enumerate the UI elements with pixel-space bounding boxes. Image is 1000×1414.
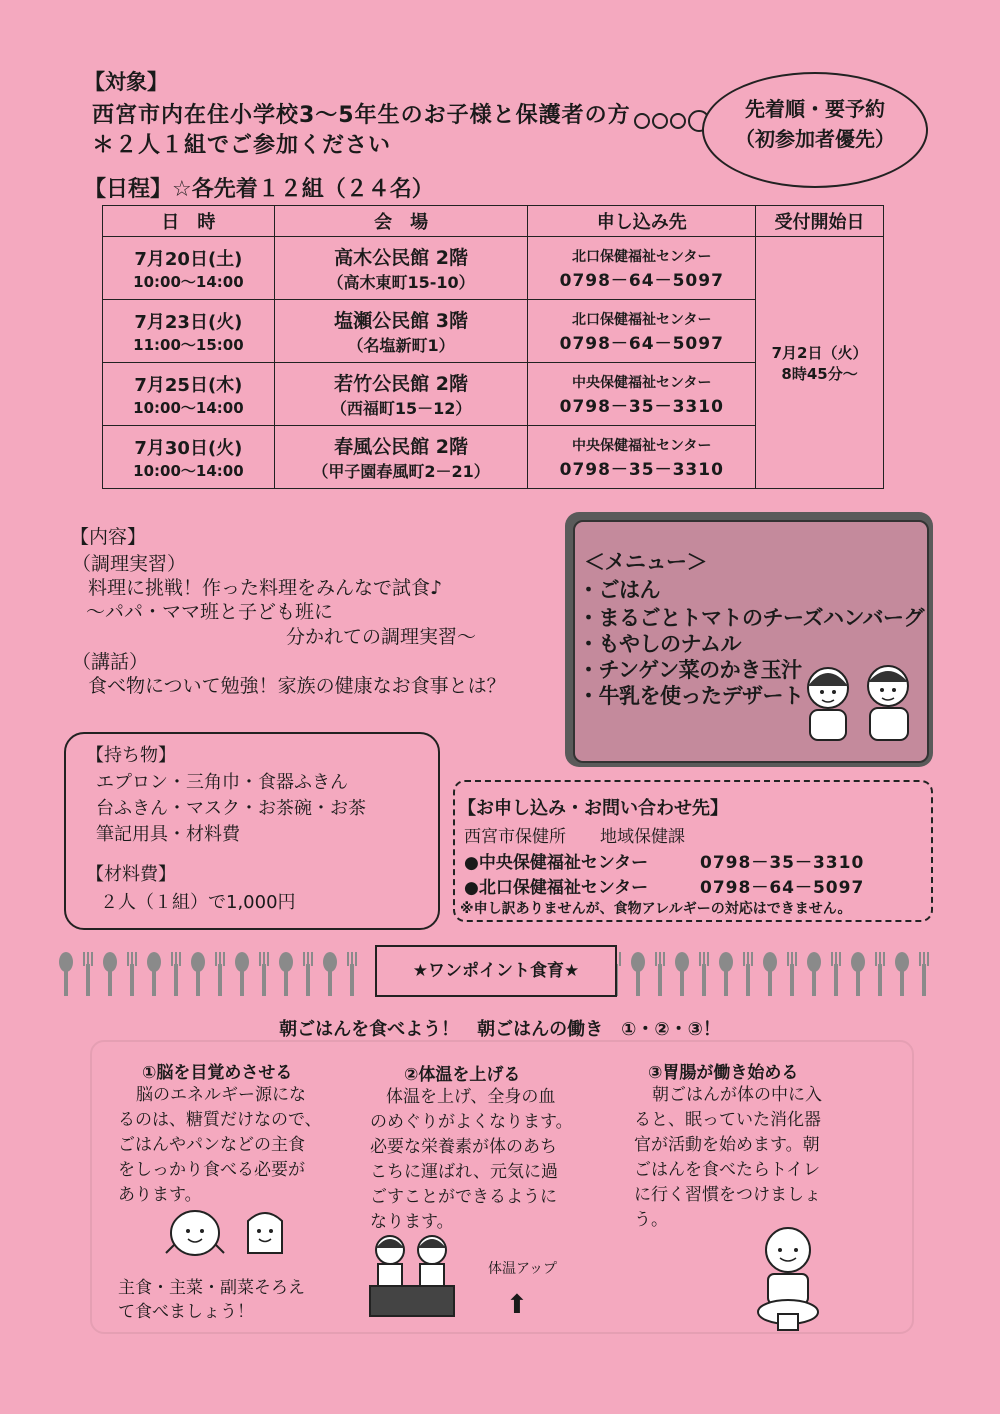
col3-line: う。 <box>634 1210 668 1230</box>
date-cell <box>103 237 275 300</box>
phone: 0798－35－3310 <box>559 396 724 417</box>
breakfast-title: 朝ごはんを食べよう！ 朝ごはんの働き ①・②・③！ <box>279 1019 721 1040</box>
spoon-icon <box>719 952 733 996</box>
center: 中央保健福祉センター <box>572 374 712 391</box>
fork-icon <box>876 952 884 996</box>
address: （西福町15－12） <box>330 399 472 418</box>
time: 11:00～15:00 <box>133 335 244 354</box>
target-line-2: ＊２人１組でご参加ください <box>92 133 392 158</box>
fork-icon <box>260 952 268 996</box>
col2-title: ②体温を上げる <box>404 1065 521 1085</box>
menu-title: ＜メニュー＞ <box>584 550 707 574</box>
belongings-line: 台ふきん・マスク・お茶碗・お茶 <box>96 798 366 819</box>
spoon-icon <box>895 952 909 996</box>
col1-footer: て食べましょう！ <box>118 1302 254 1322</box>
col3-line: 朝ごはんが体の中に入 <box>652 1085 822 1105</box>
apply-cell <box>528 300 756 363</box>
table-row <box>103 237 884 300</box>
address: （甲子園春風町2－21） <box>312 462 490 481</box>
talk-label: （講話） <box>72 651 149 673</box>
fee-value: ２人（１組）で1,000円 <box>100 892 296 913</box>
date: 7月30日(火) <box>134 437 243 459</box>
spoon-icon <box>675 952 689 996</box>
body-temp-caption: 体温アップ <box>488 1261 558 1277</box>
date-cell <box>103 300 275 363</box>
col2-line: なります。 <box>370 1212 454 1232</box>
spoon-icon <box>147 952 161 996</box>
belongings-line: エプロン・三角巾・食器ふきん <box>96 772 348 793</box>
contact-org: 西宮市保健所 地域保健課 <box>464 827 685 847</box>
venue-cell <box>274 426 528 489</box>
start-date: 7月2日（火） <box>771 343 868 362</box>
contents-heading: 【内容】 <box>70 526 147 548</box>
schedule-table <box>102 205 884 489</box>
menu-item: ・チンゲン菜のかき玉汁 <box>578 658 802 682</box>
spoon-icon <box>279 952 293 996</box>
contact-name: ●北口保健福祉センター <box>464 878 649 898</box>
contact-phone: 0798－64－5097 <box>700 878 865 898</box>
cooking-label: （調理実習） <box>72 553 187 575</box>
fork-icon <box>700 952 708 996</box>
spoon-icon <box>235 952 249 996</box>
col2-line: こちに運ばれ、元気に過 <box>370 1162 559 1182</box>
center: 北口保健福祉センター <box>572 311 712 328</box>
fork-icon <box>788 952 796 996</box>
phone: 0798－64－5097 <box>559 270 724 291</box>
center: 中央保健福祉センター <box>572 437 712 454</box>
spoon-icon <box>851 952 865 996</box>
reservation-bubble <box>702 72 928 188</box>
target-line-1: 西宮市内在住小学校3～5年生のお子様と保護者の方 <box>92 103 631 128</box>
fork-icon <box>656 952 664 996</box>
onepoint-label: ★ワンポイント食育★ <box>375 945 617 997</box>
venue: 高木公民館 2階 <box>334 247 469 269</box>
bubble-dots <box>634 110 712 132</box>
col1-footer: 主食・主菜・副菜そろえ <box>118 1278 305 1298</box>
col3-line: ると、眠っていた消化器 <box>634 1110 821 1130</box>
fork-icon <box>920 952 928 996</box>
apply-cell <box>528 237 756 300</box>
fork-icon <box>216 952 224 996</box>
date-cell <box>103 363 275 426</box>
start-cell <box>756 237 884 489</box>
apply-cell <box>528 426 756 489</box>
date: 7月20日(土) <box>134 248 243 270</box>
belongings-line: 筆記用具・材料費 <box>96 824 240 845</box>
bubble-line-1: 先着順・要予約 <box>745 97 885 121</box>
col3-title: ③胃腸が働き始める <box>648 1063 799 1083</box>
fee-heading: 【材料費】 <box>86 864 176 885</box>
address: （高木東町15-10） <box>327 273 475 292</box>
col2-line: 必要な栄養素が体のあち <box>370 1137 557 1157</box>
col1-line: ごはんやパンなどの主食 <box>118 1135 305 1155</box>
col2-line: 体温を上げ、全身の血 <box>386 1087 556 1107</box>
header-apply: 申し込み先 <box>528 206 756 237</box>
menu-item: ・まるごとトマトのチーズハンバーグ <box>578 606 924 630</box>
talk-line: 食べ物について勉強！家族の健康なお食事とは？ <box>88 675 506 697</box>
contact-name: ●中央保健福祉センター <box>464 853 649 873</box>
venue-cell <box>274 237 528 300</box>
venue-cell <box>274 300 528 363</box>
fork-icon <box>128 952 136 996</box>
spoon-icon <box>103 952 117 996</box>
phone: 0798－64－5097 <box>559 333 724 354</box>
children-eating-illustration <box>800 660 920 750</box>
schedule-header-row <box>103 206 884 237</box>
venue: 塩瀬公民館 3階 <box>334 310 469 332</box>
start-time: 8時45分～ <box>781 364 858 383</box>
col1-line: をしっかり食べる必要が <box>118 1160 305 1180</box>
venue-cell <box>274 363 528 426</box>
spoon-icon <box>807 952 821 996</box>
cooking-line-3: 分かれての調理実習～ <box>286 626 477 648</box>
col3-line: 官が活動を始めます。朝 <box>634 1135 820 1155</box>
header-start: 受付開始日 <box>756 206 884 237</box>
children-at-table-illustration <box>368 1230 458 1320</box>
menu-item: ・もやしのナムル <box>578 632 741 656</box>
venue: 春風公民館 2階 <box>334 436 469 458</box>
allergy-note: ※申し訳ありませんが、食物アレルギーの対応はできません。 <box>460 901 852 917</box>
col3-line: ごはんを食べたらトイレ <box>634 1160 821 1180</box>
col1-line: あります。 <box>118 1185 202 1205</box>
contact-heading: 【お申し込み・お問い合わせ先】 <box>458 798 728 819</box>
belongings-heading: 【持ち物】 <box>86 745 176 766</box>
cooking-line-2: ～パパ・ママ班と子ども班に <box>86 601 334 623</box>
header-venue: 会 場 <box>274 206 528 237</box>
spoon-icon <box>763 952 777 996</box>
fork-icon <box>832 952 840 996</box>
fork-icon <box>172 952 180 996</box>
spoon-icon <box>191 952 205 996</box>
time: 10:00～14:00 <box>133 272 244 291</box>
venue: 若竹公民館 2階 <box>334 373 469 395</box>
bubble-line-2: （初参加者優先） <box>735 127 895 151</box>
date: 7月23日(火) <box>134 311 243 333</box>
col3-line: に行く習慣をつけましょ <box>634 1185 821 1205</box>
time: 10:00～14:00 <box>133 398 244 417</box>
col1-title: ①脳を目覚めさせる <box>142 1063 293 1083</box>
time: 10:00～14:00 <box>133 461 244 480</box>
header-datetime: 日 時 <box>103 206 275 237</box>
fork-icon <box>348 952 356 996</box>
spoon-icon <box>631 952 645 996</box>
phone: 0798－35－3310 <box>559 459 724 480</box>
col2-line: のめぐりがよくなります。 <box>370 1112 573 1132</box>
apply-cell <box>528 363 756 426</box>
menu-item: ・ごはん <box>578 578 660 602</box>
col1-line: るのは、糖質だけなので、 <box>118 1110 322 1130</box>
col1-line: 脳のエネルギー源にな <box>136 1085 306 1105</box>
center: 北口保健福祉センター <box>572 248 712 265</box>
fork-icon <box>84 952 92 996</box>
fork-icon <box>744 952 752 996</box>
child-on-toilet-illustration <box>750 1222 830 1332</box>
date: 7月25日(木) <box>134 374 243 396</box>
date-cell <box>103 426 275 489</box>
contact-phone: 0798－35－3310 <box>700 853 865 873</box>
spoon-icon <box>59 952 73 996</box>
target-heading: 【対象】 <box>84 70 168 94</box>
col2-line: ごすことができるように <box>370 1187 557 1207</box>
arrow-up-icon: ⬆ <box>506 1290 528 1320</box>
address: （名塩新町1） <box>347 336 455 355</box>
rice-and-bread-characters <box>160 1205 300 1265</box>
schedule-heading: 【日程】☆各先着１２組（２４名） <box>84 177 434 202</box>
spoon-icon <box>323 952 337 996</box>
fork-icon <box>304 952 312 996</box>
menu-item: ・牛乳を使ったデザート <box>578 684 804 708</box>
cooking-line-1: 料理に挑戦！作った料理をみんなで試食♪ <box>88 577 443 599</box>
